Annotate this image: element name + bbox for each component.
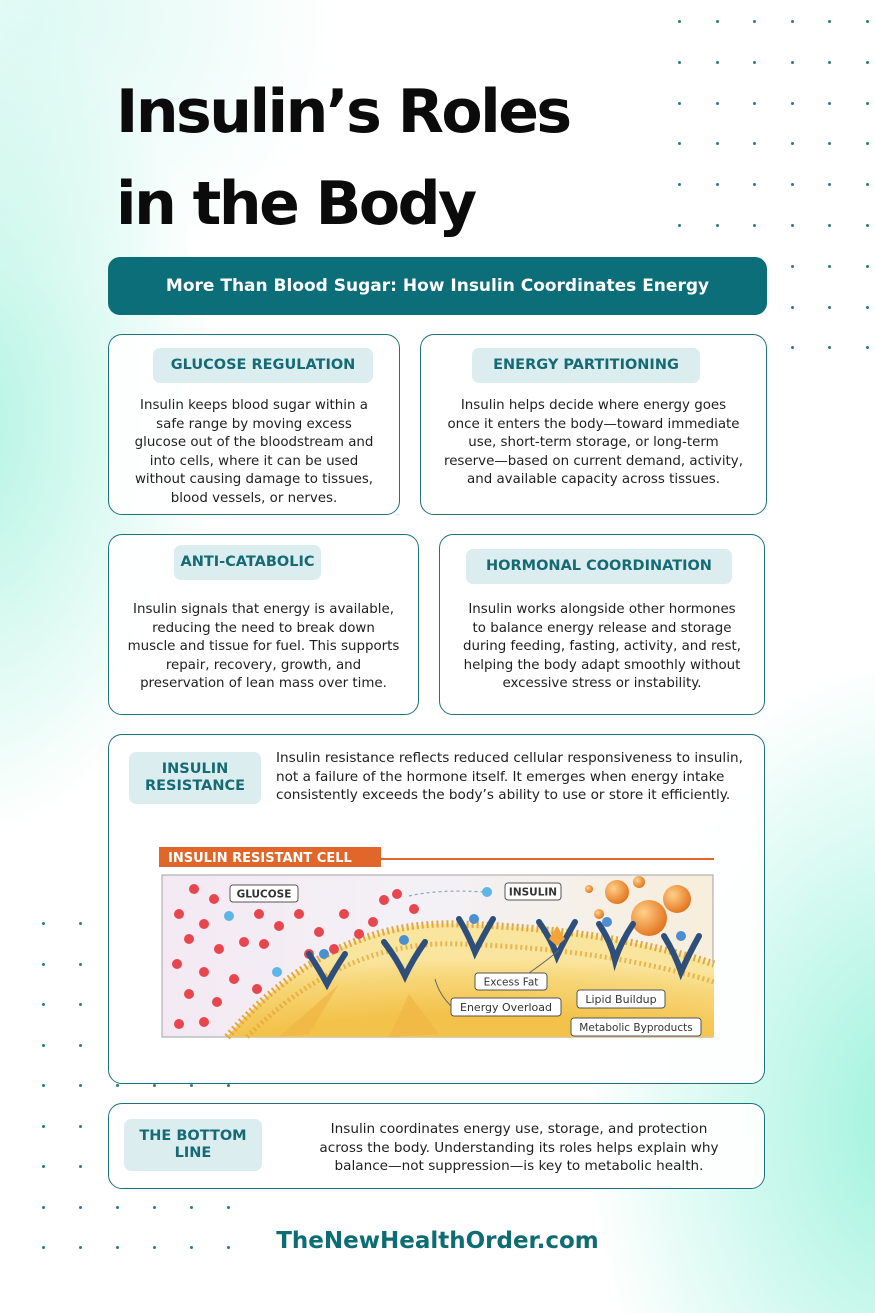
text-line: excessive stress or instability. — [502, 676, 702, 691]
card-energy-partitioning — [420, 334, 767, 515]
excess-fat-label: Excess Fat — [483, 976, 539, 989]
text-line: to balance energy release and storage — [472, 620, 732, 636]
illustration-header: INSULIN RESISTANT CELL — [168, 851, 352, 866]
card-anti-catabolic — [108, 534, 419, 715]
page-title — [116, 66, 570, 250]
website-url[interactable]: TheNewHealthOrder.com — [276, 1228, 599, 1254]
text-line: use, short-term storage, or long-term — [468, 435, 719, 450]
card-heading: GLUCOSE REGULATION — [153, 348, 373, 383]
lipid-buildup-label: Lipid Buildup — [585, 993, 657, 1006]
text-line: during feeding, fasting, activity, and rest, — [463, 639, 741, 654]
card-description — [427, 397, 760, 490]
metabolic-byproducts-label: Metabolic Byproducts — [579, 1022, 693, 1034]
heading-line: LINE — [174, 1145, 212, 1161]
text-line: balance—not suppression—is key to metabolic health. — [334, 1158, 704, 1174]
text-line: once it enters the body—toward immediate — [447, 416, 740, 432]
card-description — [117, 397, 391, 508]
card-description — [276, 749, 760, 805]
glucose-label: GLUCOSE — [236, 888, 292, 901]
title-line-1: Insulin’s Roles — [116, 77, 570, 147]
text-line: muscle and tissue for fuel. This supports — [127, 639, 400, 654]
heading-line: RESISTANCE — [144, 778, 246, 794]
text-line: Insulin keeps blood sugar within a — [140, 398, 368, 413]
card-description — [289, 1120, 749, 1176]
heading-line: INSULIN — [161, 761, 229, 777]
title-line-2: in the Body — [116, 169, 475, 239]
card-heading: ENERGY PARTITIONING — [472, 348, 700, 383]
text-line: consistently exceeds the body’s ability to use or store it efficiently. — [276, 787, 731, 803]
card-heading — [124, 1119, 262, 1171]
text-line: and available capacity across tissues. — [467, 472, 720, 487]
insulin-resistant-cell-illustration — [159, 844, 715, 1040]
heading-line: THE BOTTOM — [139, 1128, 247, 1144]
text-line: repair, recovery, growth, and — [165, 657, 362, 673]
text-line: Insulin resistance reflects reduced cellular responsiveness to insulin, — [276, 750, 743, 766]
energy-overload-label: Energy Overload — [460, 1001, 552, 1014]
text-line: glucose out of the bloodstream and — [134, 435, 374, 450]
text-line: preservation of lean mass over time. — [140, 676, 387, 691]
card-hormonal-coordination — [439, 534, 765, 715]
text-line: into cells, where it can be used — [149, 453, 359, 469]
text-line: reserve—based on current demand, activity, — [443, 453, 743, 469]
text-line: Insulin works alongside other hormones — [468, 602, 736, 617]
text-line: blood vessels, or nerves. — [170, 490, 338, 506]
card-description — [117, 601, 410, 694]
card-description — [446, 601, 758, 694]
text-line: helping the body adapt smoothly without — [463, 657, 741, 673]
text-line: across the body. Understanding its roles helps explain why — [319, 1139, 719, 1156]
subtitle-banner — [108, 257, 767, 315]
text-line: not a failure of the hormone itself. It emerges when energy intake — [276, 768, 725, 785]
text-line: safe range by moving excess — [156, 416, 352, 432]
card-heading: HORMONAL COORDINATION — [466, 549, 732, 584]
card-glucose-regulation — [108, 334, 400, 515]
card-heading: ANTI-CATABOLIC — [174, 545, 321, 580]
banner-text: More Than Blood Sugar: How Insulin Coordinates Energy — [165, 276, 710, 296]
text-line: Insulin coordinates energy use, storage, and protection — [330, 1121, 708, 1137]
text-line: Insulin signals that energy is available, — [133, 602, 394, 617]
text-line: reducing the need to break down — [152, 620, 375, 636]
text-line: without causing damage to tissues, — [134, 472, 374, 487]
insulin-label: INSULIN — [508, 886, 558, 899]
text-line: Insulin helps decide where energy goes — [460, 398, 727, 413]
card-bottom-line — [108, 1103, 765, 1189]
card-heading — [129, 752, 261, 804]
